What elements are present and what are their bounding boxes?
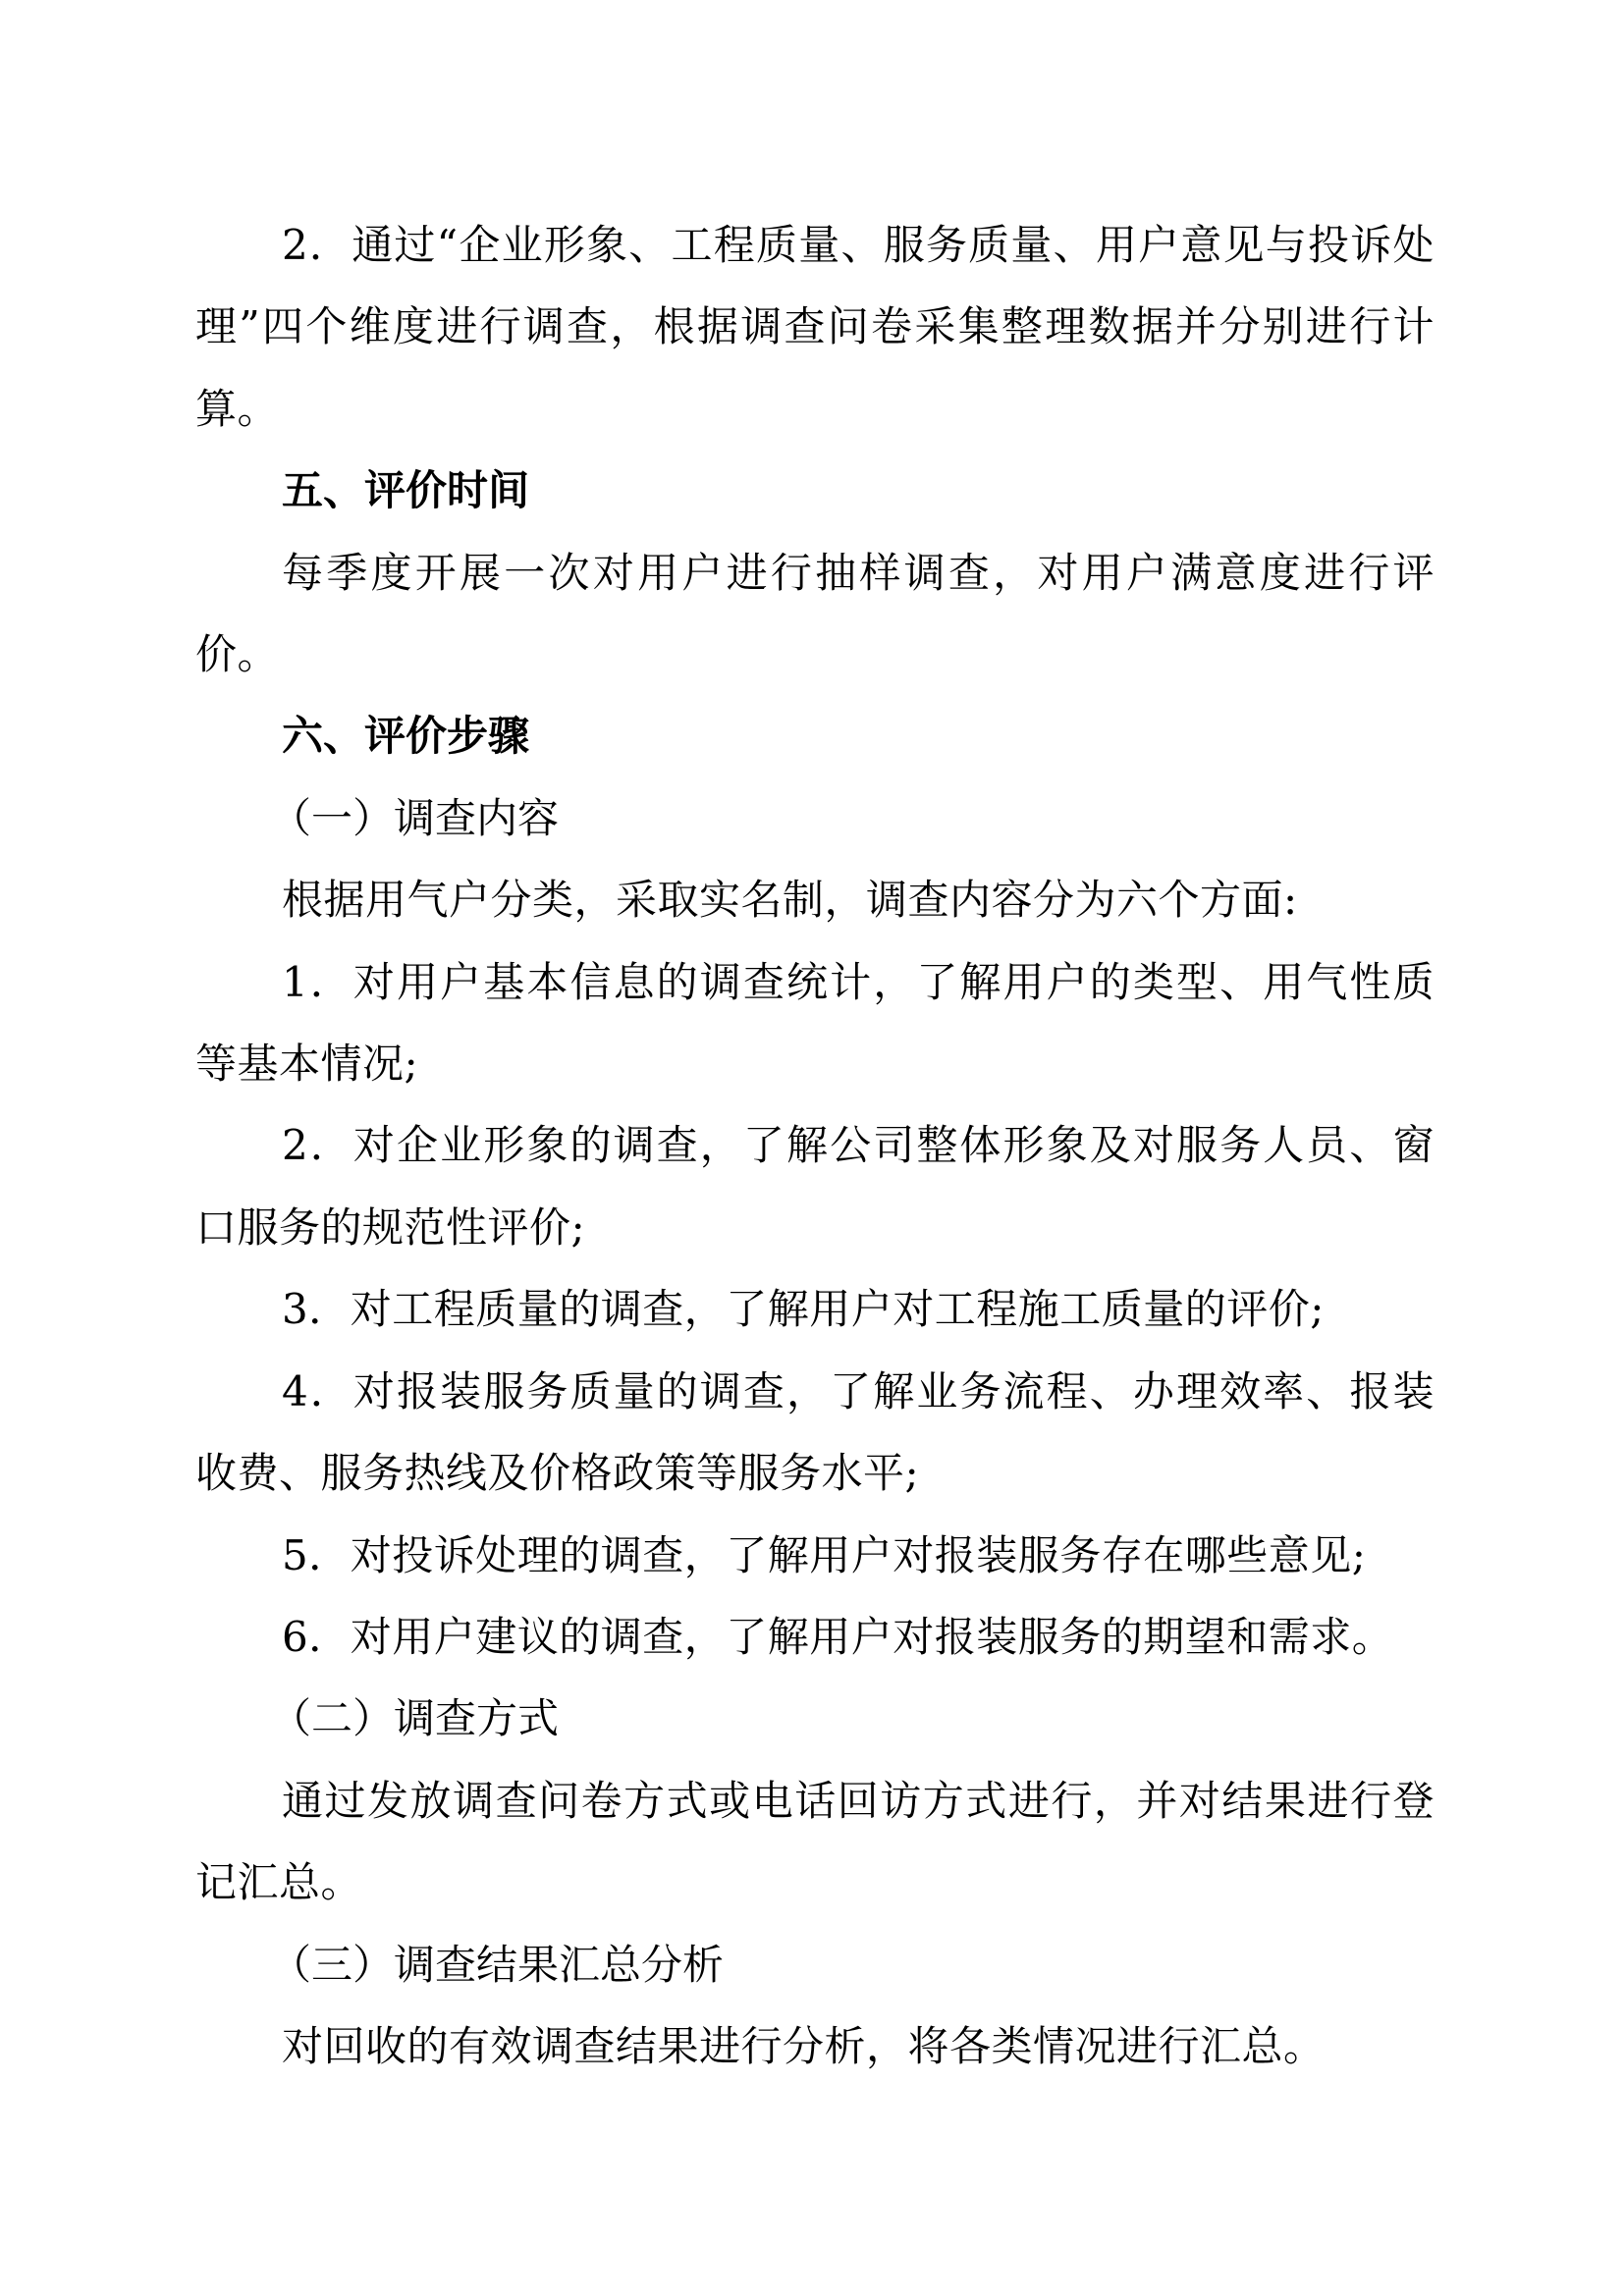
list-item-user-suggestions: 6．对用户建议的调查，了解用户对报装服务的期望和需求。 <box>282 1612 1394 1661</box>
list-item-engineering-quality: 3．对工程质量的调查，了解用户对工程施工质量的评价; <box>282 1285 1325 1334</box>
list-item-basic-info: 1．对用户基本信息的调查统计，了解用户的类型、用气性质等基本情况; <box>195 957 1435 1089</box>
heading-evaluation-steps: 六、评价步骤 <box>282 712 530 761</box>
subheading-survey-content: （一）调查内容 <box>270 793 560 842</box>
subheading-result-analysis: （三）调查结果汇总分析 <box>270 1940 725 1989</box>
paragraph-evaluation-frequency: 每季度开展一次对用户进行抽样调查，对用户满意度进行评价。 <box>195 548 1435 679</box>
paragraph-result-analysis: 对回收的有效调查结果进行分析，将各类情况进行汇总。 <box>282 2021 1326 2070</box>
subheading-survey-method: （二）调查方式 <box>270 1694 560 1743</box>
heading-evaluation-time: 五、评价时间 <box>282 466 530 515</box>
list-item-corporate-image: 2．对企业形象的调查，了解公司整体形象及对服务人员、窗口服务的规范性评价; <box>195 1121 1435 1252</box>
paragraph-survey-dimensions: 2．通过“企业形象、工程质量、服务质量、用户意见与投诉处理”四个维度进行调查，根据调查问卷采集整理数据并分别进行计算。 <box>195 221 1435 433</box>
list-item-service-quality: 4．对报装服务质量的调查，了解业务流程、办理效率、报装收费、服务热线及价格政策等服务水平; <box>195 1366 1435 1498</box>
list-item-complaint-handling: 5．对投诉处理的调查，了解用户对报装服务存在哪些意见; <box>282 1530 1367 1579</box>
paragraph-survey-method: 通过发放调查问卷方式或电话回访方式进行，并对结果进行登记汇总。 <box>195 1776 1435 1907</box>
document-page <box>195 204 1435 2087</box>
paragraph-survey-content-intro: 根据用气户分类，采取实名制，调查内容分为六个方面: <box>282 876 1298 925</box>
